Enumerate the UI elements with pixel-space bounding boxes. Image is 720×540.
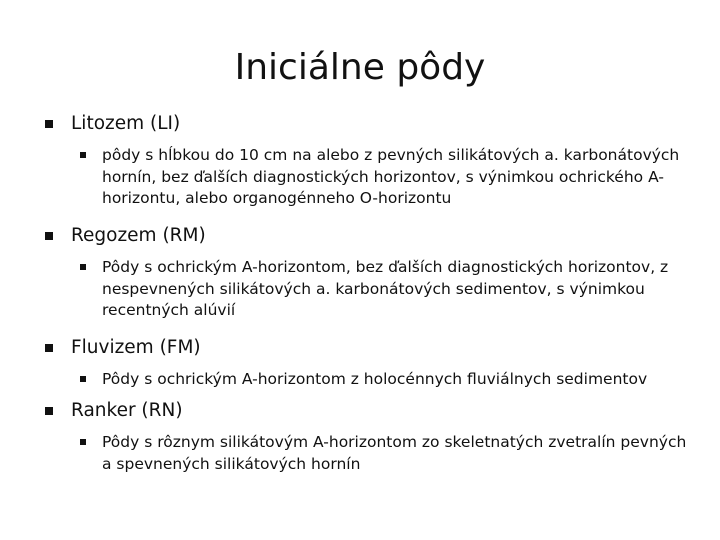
bullet-fluvizem <box>45 335 685 361</box>
sub-bullet-fluvizem <box>80 369 690 391</box>
square-bullet-icon <box>80 376 86 382</box>
square-bullet-icon <box>80 439 86 445</box>
bullet-litozem <box>45 111 685 137</box>
bullet-heading: Litozem (LI) <box>71 113 181 134</box>
square-bullet-icon <box>45 120 53 128</box>
bullet-heading: Ranker (RN) <box>71 400 183 421</box>
bullet-heading: Regozem (RM) <box>71 225 206 246</box>
bullet-description: Pôdy s ochrickým A-horizontom, bez ďalších diagnostických horizontov, z nespevnených silikátových a. karbonátových sedimentov, s výnimkou recentných alúvií <box>102 258 669 319</box>
bullet-description: Pôdy s ochrickým A-horizontom z holocénnych fluviálnych sedimentov <box>102 370 648 388</box>
sub-bullet-litozem <box>80 145 690 210</box>
bullet-heading: Fluvizem (FM) <box>71 337 201 358</box>
bullet-ranker <box>45 398 685 424</box>
square-bullet-icon <box>45 232 53 240</box>
square-bullet-icon <box>45 344 53 352</box>
square-bullet-icon <box>45 407 53 415</box>
bullet-description: Pôdy s rôznym silikátovým A-horizontom zo skeletnatých zvetralín pevných a spevnených silikátových hornín <box>102 433 687 473</box>
bullet-description: pôdy s hĺbkou do 10 cm na alebo z pevných silikátových a. karbonátových hornín, bez ďalších diagnostických horizontov, s výnimkou ochrického A-horizontu, alebo organogénneho O-horizontu <box>102 146 680 207</box>
square-bullet-icon <box>80 264 86 270</box>
square-bullet-icon <box>80 152 86 158</box>
sub-bullet-regozem <box>80 257 690 322</box>
bullet-regozem <box>45 223 685 249</box>
sub-bullet-ranker <box>80 432 690 475</box>
slide-title: Iniciálne pôdy <box>234 47 486 88</box>
